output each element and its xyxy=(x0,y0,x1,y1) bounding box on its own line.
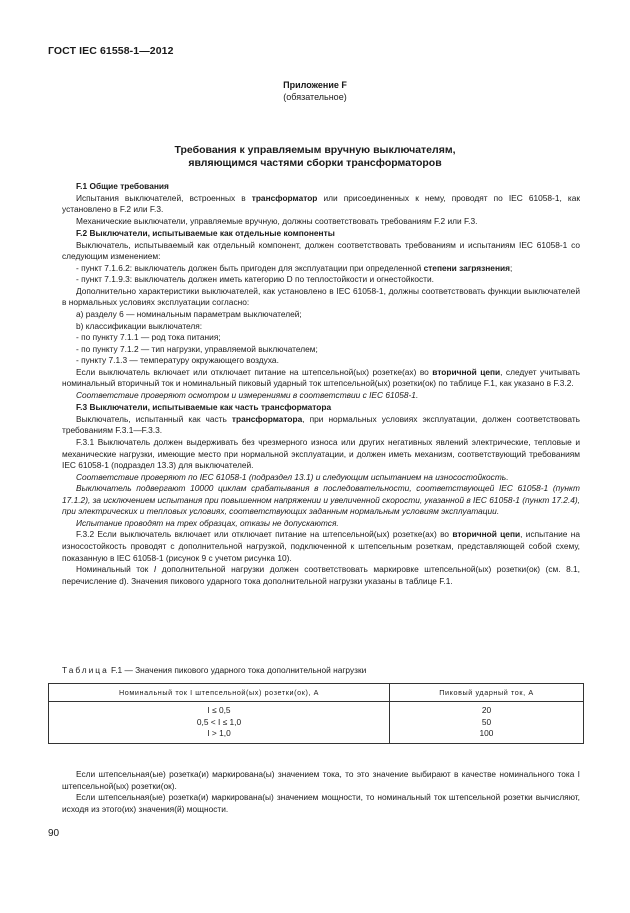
table-row xyxy=(49,728,584,743)
f3-test-2: Испытание проводят на трех образцах, отказы не допускаются. xyxy=(76,517,339,528)
f1-paragraph-1: Испытания выключателей, встроенных в трансформатор или присоединенных к нему, проводят по IEC 61058-1, как установлено в F.2 или F.3. xyxy=(62,192,581,215)
annex-heading: Приложение F xyxy=(283,80,347,90)
table-cell: 20 xyxy=(390,702,584,717)
f3-paragraph-1: Выключатель, испытанный как часть трансформатора, при нормальных условиях эксплуатации, должен соответствовать требованиям F.3.1—F.3.3. xyxy=(62,413,580,436)
closing-paragraph-2: Если штепсельная(ые) розетка(и) маркирована(ы) значением мощности, то номинальный ток штепсельной розетки вычисляют, исходя из этого(их) значения(й) мощности. xyxy=(62,792,580,814)
f3-test-1: Выключатель подвергают 10000 циклам срабатывания в последовательности, соответствующей IEC 61058-1 (пункт 17.1.2), за исключением испытания при повышенном напряжении и увеличенной скорости, указанной в IEC 61058-1 (пункт 17.2.4), при электрических и тепловых условиях, соответствующих заданным нормальным условиям эксплуатации. xyxy=(62,483,580,517)
table-cell: 50 xyxy=(390,717,584,729)
table-cell: 0,5 < I ≤ 1,0 xyxy=(49,717,390,729)
f2-list-b3: - пункту 7.1.3 — температуру окружающего воздуха. xyxy=(76,355,279,366)
peak-current-table xyxy=(48,683,584,744)
f2-paragraph-3: Если выключатель включает или отключает питание на штепсельной(ых) розетке(ах) во вторичной цепи, следует учитывать номинальный вторичный ток и номинальный пиковый ударный ток штепсельной(ых) розетки(ок) по таблице F.1, как указано в F.3.2. xyxy=(62,366,581,389)
table-cell: 100 xyxy=(390,728,584,743)
table-cell: I > 1,0 xyxy=(49,728,390,743)
table-row xyxy=(49,717,584,729)
f1-paragraph-2: Механические выключатели, управляемые вручную, должны соответствовать требованиям F.2 или F.3. xyxy=(76,215,478,226)
f2-paragraph-1: Выключатель, испытываемый как отдельный компонент, должен соответствовать требованиям и испытаниям IEC 61058-1 со следующим изменением: xyxy=(62,239,580,262)
f2-list-b: b) классификации выключателя: xyxy=(76,320,203,331)
page-number: 90 xyxy=(48,828,60,839)
column-header-rated-current: Номинальный ток I штепсельной(ых) розетки(ок), А xyxy=(49,684,390,702)
closing-paragraph-1: Если штепсельная(ые) розетка(и) маркирована(ы) значением тока, то это значение выбирают в качестве номинального тока I штепсельной(ых) розетки(ок). xyxy=(62,769,580,791)
standard-header: ГОСТ IEC 61558-1—2012 xyxy=(48,45,174,57)
title-line-1: Требования к управляемым вручную выключателям, xyxy=(174,144,456,156)
f2-list-b2: - по пункту 7.1.2 — тип нагрузки, управляемой выключателем; xyxy=(76,343,318,354)
table-row xyxy=(49,702,584,717)
f3-paragraph-2: F.3.1 Выключатель должен выдерживать без чрезмерного износа или других негативных явлений электрические, тепловые и механические нагрузки, имеющие место при нормальной эксплуатации, и должен иметь механизм, соответствующий требованиям IEC 61058-1 (подраздел 13.3) для выключателей. xyxy=(62,437,580,471)
f3-paragraph-4: Номинальный ток I дополнительной нагрузки должен соответствовать маркировке штепсельной(ых) розетки(ок) (см. 8.1, перечисление d). Значения пикового ударного тока дополнительной нагрузки указаны в таблице F.1. xyxy=(62,564,581,586)
section-f2-heading: F.2 Выключатели, испытываемые как отдельные компоненты xyxy=(76,228,335,239)
section-f1-heading: F.1 Общие требования xyxy=(76,181,169,191)
annex-status: (обязательное) xyxy=(283,91,347,102)
column-header-peak-current: Пиковый ударный ток, А xyxy=(390,684,584,702)
title-line-2: являющимся частями сборки трансформаторов xyxy=(188,157,442,169)
main-body xyxy=(62,180,580,587)
f2-item-1: - пункт 7.1.6.2: выключатель должен быть пригоден для эксплуатации при определенной степени загрязнения; xyxy=(76,262,513,273)
table-caption: Таблица F.1 — Значения пикового ударного тока дополнительной нагрузки xyxy=(62,665,367,675)
f2-list-b1: - по пункту 7.1.1 — род тока питания; xyxy=(76,332,221,343)
table-header-row xyxy=(49,684,584,702)
f2-compliance: Соответствие проверяют осмотром и измерениями в соответствии с IEC 61058-1. xyxy=(76,389,419,400)
f3-paragraph-3: F.3.2 Если выключатель включает или отключает питание на штепсельной(ых) розетке(ах) во вторичной цепи, испытание на износостойкость проводят с дополнительной нагрузкой, подключенной к штепсельным розеткам, представляющей собой схему, показанную в IEC 61058-1 (рисунок 9 с учетом рисунка 10). xyxy=(62,529,581,563)
section-f3-heading: F.3 Выключатели, испытываемые как часть трансформатора xyxy=(76,402,332,413)
page-title xyxy=(0,144,630,170)
closing-text xyxy=(62,769,580,815)
f2-list-a: a) разделу 6 — номинальным параметрам выключателей; xyxy=(76,309,302,320)
table-cell: I ≤ 0,5 xyxy=(49,702,390,717)
f2-paragraph-2: Дополнительно характеристики выключателей, как установлено в IEC 61058-1, должны соответствовать функции выключателей в нормальных условиях эксплуатации согласно: xyxy=(62,285,580,308)
annex-title xyxy=(0,80,630,103)
f3-compliance-1: Соответствие проверяют по IEC 61058-1 (подраздел 13.1) и следующим испытанием на износостойкость. xyxy=(76,471,509,482)
f2-item-2: - пункт 7.1.9.3: выключатель должен иметь категорию D по теплостойкости и огнестойкости. xyxy=(76,274,434,285)
